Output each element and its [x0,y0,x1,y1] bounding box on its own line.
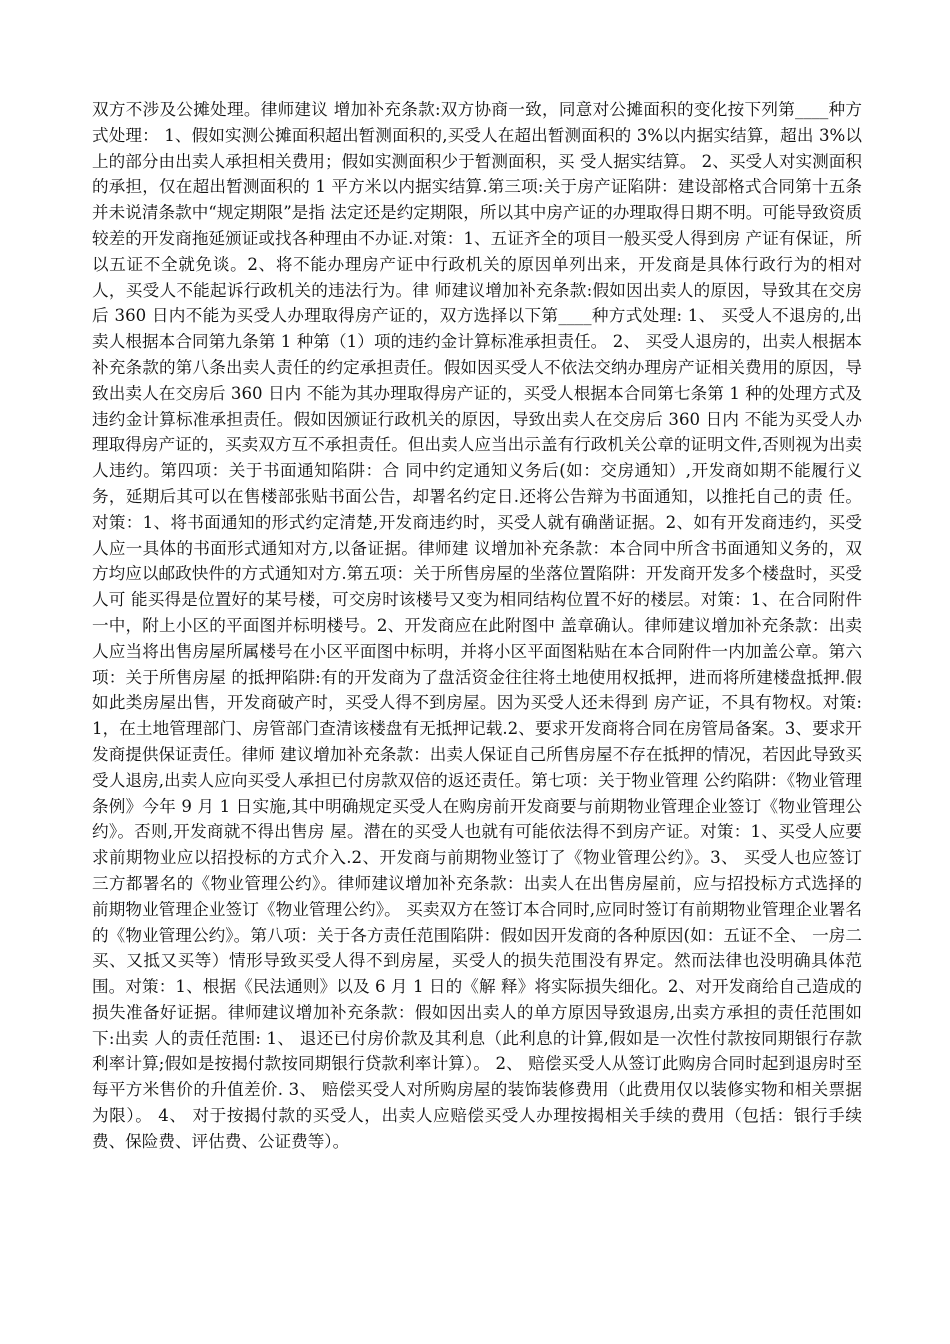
body-paragraph: 双方不涉及公摊处理。律师建议 增加补充条款:双方协商一致，同意对公摊面积的变化按下列第____种方式处理： 1、假如实测公摊面积超出暂测面积的,买受人在超出暂测面积的 3%以内据实结算，超出 3%以上的部分由出卖人承担相关费用；假如实测面积少于暂测面积，买 受人据实结算。 2、买受人对实测面积的承担，仅在超出暂测面积的 1 平方米以内据实结算.第三项:关于房产证陷阱：建设部格式合同第十五条并未说清条款中“规定期限”是指 法定还是约定期限，所以其中房产证的办理取得日期不明。可能导致资质较差的开发商拖延颁证或找各种理由不办证.对策：1、五证齐全的项目一般买受人得到房 产证有保证，所以五证不全就免谈。2、将不能办理房产证中行政机关的原因单列出来，开发商是具体行政行为的相对人，买受人不能起诉行政机关的违法行为。律 师建议增加补充条款:假如因出卖人的原因，导致其在交房后 360 日内不能为买受人办理取得房产证的，双方选择以下第____种方式处理: 1、 买受人不退房的,出卖人根据本合同第九条第 1 种第（1）项的违约金计算标准承担责任。 2、 买受人退房的，出卖人根据本补充条款的第八条出卖人责任的约定承担责任。假如因买受人不依法交纳办理房产证相关费用的原因，导致出卖人在交房后 360 日内 不能为其办理取得房产证的，买受人根据本合同第七条第 1 种的处理方式及违约金计算标准承担责任。假如因颁证行政机关的原因，导致出卖人在交房后 360 日内 不能为买受人办理取得房产证的，买卖双方互不承担责任。但出卖人应当出示盖有行政机关公章的证明文件,否则视为出卖人违约。第四项：关于书面通知陷阱：合 同中约定通知义务后(如：交房通知）,开发商如期不能履行义务，延期后其可以在售楼部张贴书面公告，却署名约定日.还将公告辩为书面通知，以推托自己的责 任。对策：1、将书面通知的形式约定清楚,开发商违约时，买受人就有确凿证据。2、如有开发商违约，买受人应一具体的书面形式通知对方,以备证据。律师建 议增加补充条款：本合同中所含书面通知义务的，双方均应以邮政快件的方式通知对方.第五项：关于所售房屋的坐落位置陷阱：开发商开发多个楼盘时，买受人可 能买得是位置好的某号楼，可交房时该楼号又变为相同结构位置不好的楼层。对策：1、在合同附件一中，附上小区的平面图并标明楼号。2、开发商应在此附图中 盖章确认。律师建议增加补充条款：出卖人应当将出售房屋所属楼号在小区平面图中标明，并将小区平面图粘贴在本合同附件一内加盖公章。第六项：关于所售房屋 的抵押陷阱:有的开发商为了盘活资金往往将土地使用权抵押，进而将所建楼盘抵押.假如此类房屋出售，开发商破产时，买受人得不到房屋。因为买受人还未得到 房产证，不具有物权。对策:1，在土地管理部门、房管部门查清该楼盘有无抵押记载.2、要求开发商将合同在房管局备案。3、要求开发商提供保证责任。律师 建议增加补充条款：出卖人保证自己所售房屋不存在抵押的情况，若因此导致买受人退房,出卖人应向买受人承担已付房款双倍的返还责任。第七项：关于物业管理 公约陷阱：《物业管理条例》今年 9 月 1 日实施,其中明确规定买受人在购房前开发商要与前期物业管理企业签订《物业管理公约》。否则,开发商就不得出售房 屋。潜在的买受人也就有可能依法得不到房产证。对策：1、买受人应要求前期物业应以招投标的方式介入.2、开发商与前期物业签订了《物业管理公约》。3、 买受人也应签订三方都署名的《物业管理公约》。律师建议增加补充条款：出卖人在出售房屋前，应与招投标方式选择的前期物业管理企业签订《物业管理公约》。 买卖双方在签订本合同时,应同时签订有前期物业管理企业署名的《物业管理公约》。第八项：关于各方责任范围陷阱：假如因开发商的各种原因(如：五证不全、 一房二买、又抵又买等）情形导致买受人得不到房屋，买受人的损失范围没有界定。然而法律也没明确具体范围。对策：1、根据《民法通则》以及 6 月 1 日的《解 释》将实际损失细化。2、对开发商给自己造成的损失准备好证据。律师建议增加补充条款：假如因出卖人的单方原因导致退房,出卖方承担的责任范围如下:出卖 人的责任范围: 1、 退还已付房价款及其利息（此利息的计算,假如是一次性付款按同期银行存款利率计算;假如是按揭付款按同期银行贷款利率计算）。 2、 赔偿买受人从签订此购房合同时起到退房时至每平方米售价的升值差价. 3、 赔偿买受人对所购房屋的装饰装修费用（此费用仅以装修实物和相关票据为限）。 4、 对于按揭付款的买受人，出卖人应赔偿买受人办理按揭相关手续的费用（包括：银行手续费、保险费、评估费、公证费等）。 [92,100,862,1151]
